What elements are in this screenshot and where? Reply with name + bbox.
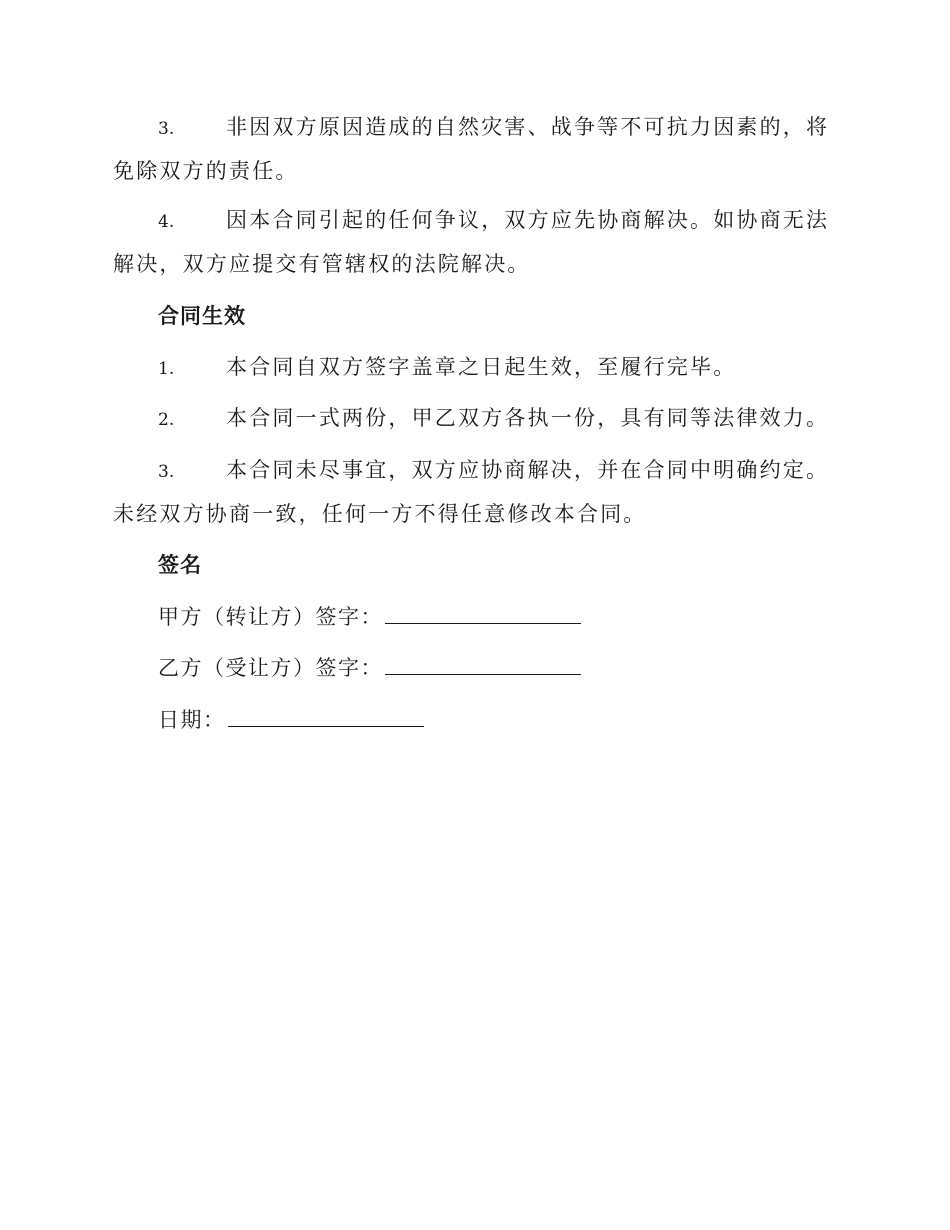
liability-clause-3 (113, 106, 835, 192)
clause-number: 3. (158, 119, 175, 139)
effect-clause-3 (113, 449, 835, 535)
party-b-label: 乙方（受让方）签字： (158, 656, 383, 680)
section-heading-effect: 合同生效 (158, 303, 246, 328)
clause-text: 本合同未尽事宜，双方应协商解决，并在合同中明确约定。未经双方协商一致，任何一方不得任意修改本合同。 (113, 458, 830, 526)
clause-number: 1. (158, 359, 175, 379)
clause-text: 本合同一式两份，甲乙双方各执一份，具有同等法律效力。 (226, 406, 830, 430)
clause-text: 因本合同引起的任何争议，双方应先协商解决。如协商无法解决，双方应提交有管辖权的法院解决。 (113, 208, 830, 276)
party-a-label: 甲方（转让方）签字： (158, 605, 383, 629)
effect-clause-1 (113, 346, 835, 390)
section-heading-signature: 签名 (158, 552, 202, 577)
clause-number: 3. (158, 462, 175, 482)
clause-number: 2. (158, 410, 175, 430)
date-field[interactable] (228, 704, 424, 727)
party-a-signature-line (158, 601, 581, 632)
clause-text: 非因双方原因造成的自然灾害、战争等不可抗力因素的，将免除双方的责任。 (113, 115, 830, 183)
party-a-signature-field[interactable] (385, 601, 581, 624)
clause-number: 4. (158, 212, 175, 232)
clause-text: 本合同自双方签字盖章之日起生效，至履行完毕。 (226, 355, 737, 379)
party-b-signature-line (158, 652, 581, 683)
date-line (158, 704, 424, 735)
liability-clause-4 (113, 199, 835, 285)
party-b-signature-field[interactable] (385, 652, 581, 675)
effect-clause-2 (113, 397, 835, 441)
date-label: 日期： (158, 708, 226, 732)
